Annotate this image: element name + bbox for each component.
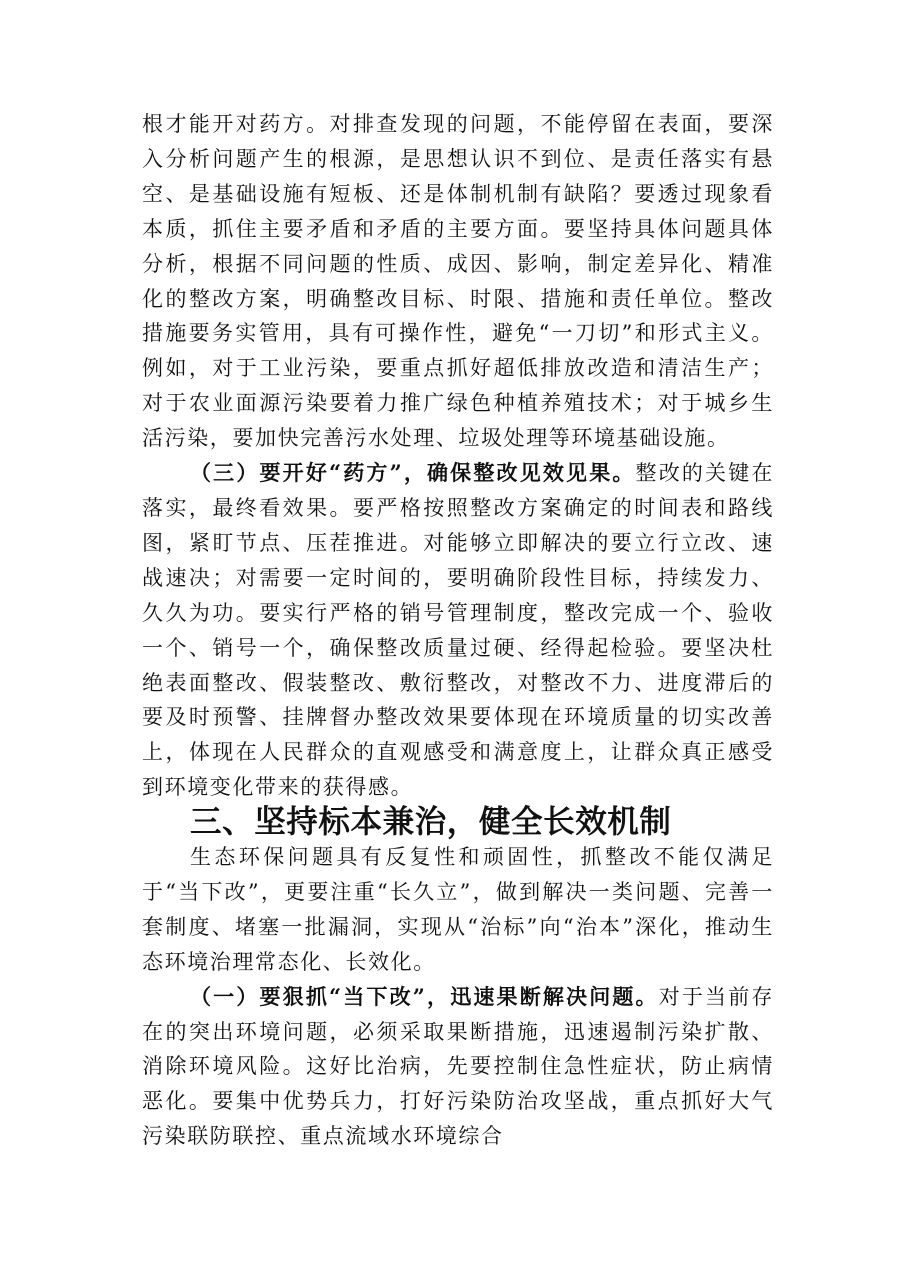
paragraph-immediate-fix (142, 980, 774, 1155)
section-heading-long-term: 三、坚持标本兼治，健全长效机制 (190, 804, 672, 841)
subheading-immediate-fix: （一）要狠抓“当下改”，迅速果断解决问题。 (190, 983, 659, 1009)
document-page (142, 107, 774, 1154)
subheading-prescription: （三）要开好“药方”，确保整改见效见果。 (190, 460, 636, 486)
paragraph-prescription-body: 整改的关键在落实，最终看效果。要严格按照整改方案确定的时间表和路线图，紧盯节点、压茬推进。对能够立即解决的要立行立改、速战速决；对需要一定时间的，要明确阶段性目标，持续发力、久久为功。要实行严格的销号管理制度，整改完成一个、验收一个、销号一个，确保整改质量过硬、经得起检验。要坚决杜绝表面整改、假装整改、敷衍整改，对整改不力、进度滞后的要及时预警、挂牌督办整改效果要体现在环境质量的切实改善上，体现在人民群众的直观感受和满意度上，让群众真正感受到环境变化带来的获得感。 (142, 461, 774, 800)
paragraph-analysis: 根才能开对药方。对排查发现的问题，不能停留在表面，要深入分析问题产生的根源，是思想认识不到位、是责任落实有悬空、是基础设施有短板、还是体制机制有缺陷？要透过现象看本质，抓住主要矛盾和矛盾的主要方面。要坚持具体问题具体分析，根据不同问题的性质、成因、影响，制定差异化、精准化的整改方案，明确整改目标、时限、措施和责任单位。整改措施要务实管用，具有可操作性，避免“一刀切”和形式主义。例如，对于工业污染，要重点抓好超低排放改造和清洁生产；对于农业面源污染要着力推广绿色种植养殖技术；对于城乡生活污染，要加快完善污水处理、垃圾处理等环境基础设施。 (142, 112, 774, 451)
paragraph-immediate-fix-body: 对于当前存在的突出环境问题，必须采取果断措施，迅速遏制污染扩散、消除环境风险。这好比治病，先要控制住急性症状，防止病情恶化。要集中优势兵力，打好污染防治攻坚战，重点抓好大气污染联防联控、重点流域水环境综合 (142, 984, 774, 1149)
paragraph-prescription (142, 456, 774, 805)
paragraph-long-term-intro: 生态环保问题具有反复性和顽固性，抓整改不能仅满足于“当下改”，更要注重“长久立”，做到解决一类问题、完善一套制度、堵塞一批漏洞，实现从“治标”向“治本”深化，推动生态环境治理常态化、长效化。 (142, 845, 774, 974)
